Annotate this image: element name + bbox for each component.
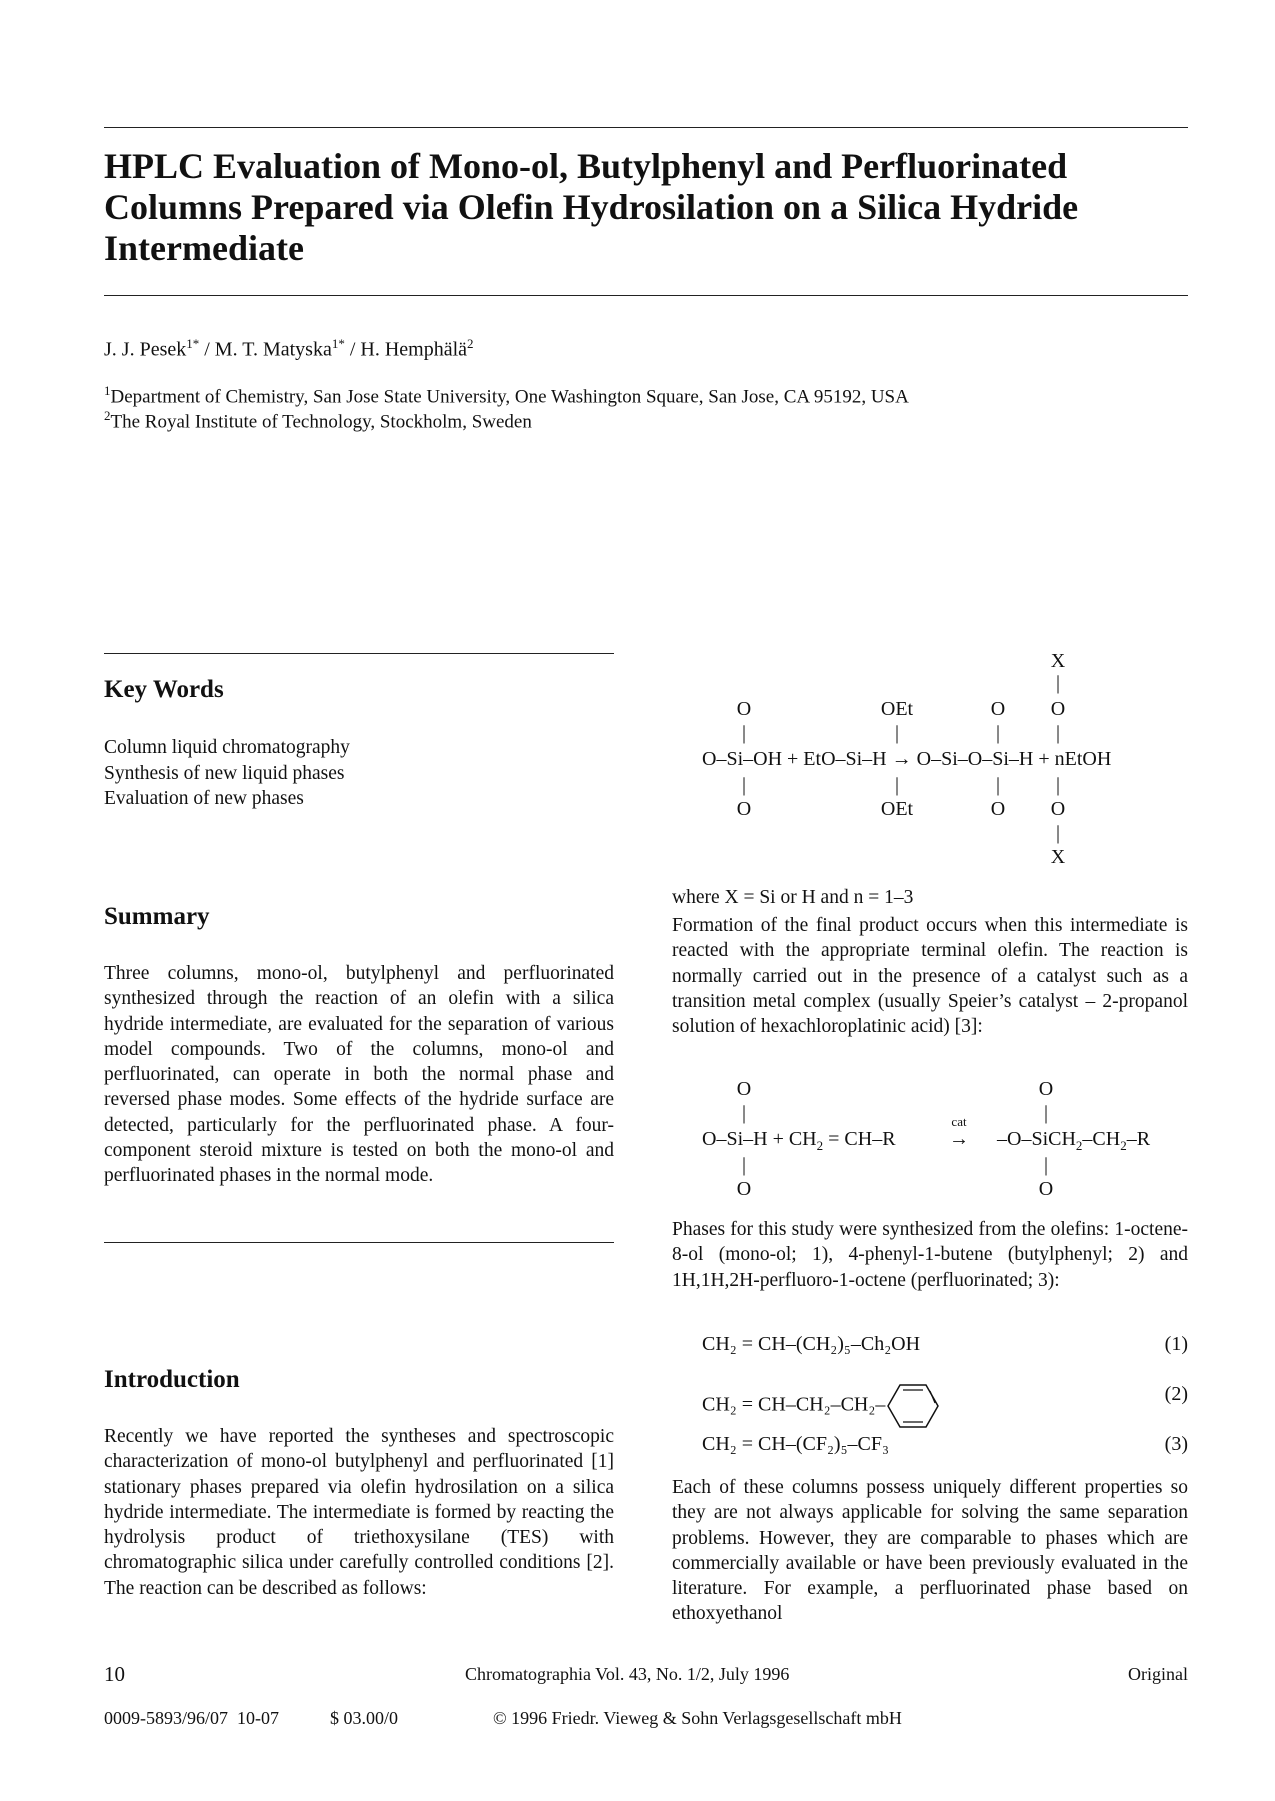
- o-label: O: [736, 1078, 752, 1100]
- formula-number: (2): [1164, 1383, 1188, 1405]
- reaction-scheme-1: [672, 650, 1188, 875]
- title-rule: [104, 295, 1188, 296]
- reactants: [702, 748, 1111, 771]
- aff-text: The Royal Institute of Technology, Stockholm, Sweden: [110, 411, 532, 433]
- copyright: © 1996 Friedr. Vieweg & Sohn Verlagsgesellschaft mbH: [493, 1708, 902, 1728]
- keyword: Evaluation of new phases: [104, 788, 304, 809]
- top-rule: [104, 127, 1188, 128]
- product-text: –CH: [1082, 1128, 1121, 1150]
- introduction-text: Recently we have reported the syntheses and spectroscopic characterization of mono-ol butylphenyl and perfluorinated [1] stationary phases prepared via olefin hydrosilation on a silica hydride intermediate. The intermediate is formed by reacting the hydrolysis product of triethoxysilane (TES) with chromatographic silica under carefully controlled conditions [2]. The reaction can be described as follows:: [104, 1426, 614, 1599]
- author-mark: 1*: [331, 336, 345, 351]
- o-label: O: [1038, 1078, 1054, 1100]
- affiliation: [104, 403, 532, 434]
- reactant-text: O–Si–H + CH: [702, 1128, 817, 1150]
- product: [997, 1128, 1150, 1154]
- bond: |: [1055, 722, 1061, 744]
- benzene-ring-icon: [886, 1383, 940, 1429]
- reaction-scheme-2: O O | | cat $O-Si-H + CH_2 = CH-R$ → $-O-SiCH_2-CH_2-R$ | | O O: [702, 1078, 1151, 1200]
- formula-number: (3): [1164, 1433, 1188, 1455]
- author: H. Hemphälä: [360, 338, 468, 361]
- o-label: O: [990, 798, 1006, 820]
- bond: |: [894, 774, 900, 796]
- o-label: O: [736, 798, 752, 820]
- o-label: O: [736, 698, 752, 720]
- bond: |: [894, 722, 900, 744]
- author-mark: 2: [467, 336, 474, 351]
- o-label: O: [1050, 698, 1066, 720]
- bond: |: [995, 774, 1001, 796]
- paragraph: Phases for this study were synthesized from the olefins: 1-octene-8-ol (mono-ol; 1), 4-phenyl-1-butene (butylphenyl; 2) and 1H,1H,2H-perfluoro-1-octene (perfluorinated; 3):: [672, 1219, 1188, 1291]
- bond: |: [1055, 822, 1061, 844]
- bond: |: [995, 722, 1001, 744]
- page-number: 10: [104, 1662, 125, 1686]
- keywords-list: [104, 735, 614, 812]
- keywords-heading: Key Words: [104, 676, 224, 703]
- authors: J. J. Pesek$^{1*}$ / M. T. Matyska$^{1*}$ / H. Hemphälä$^2$: [104, 336, 474, 361]
- subscript: 2: [1075, 1138, 1083, 1153]
- author: M. T. Matyska: [214, 338, 332, 361]
- olefin-formulas: [672, 1333, 1188, 1463]
- oet-label: OEt: [880, 698, 914, 720]
- catalyst-label: cat: [951, 1114, 967, 1129]
- summary-rule: [104, 1242, 614, 1243]
- o-label: O: [1038, 1178, 1054, 1200]
- product-text: –O–SiCH: [997, 1128, 1076, 1150]
- product-text: –R: [1126, 1128, 1151, 1150]
- bond: |: [741, 774, 747, 796]
- bond: |: [1055, 672, 1061, 694]
- paper-title: HPLC Evaluation of Mono-ol, Butylphenyl and Perfluorinated Columns Prepared via Olefin Hydrosilation on a Silica Hydride Intermediate: [104, 146, 1079, 268]
- formula-1: CH₂ = CH–(CH₂)₅–Ch₂OH: [702, 1333, 921, 1355]
- summary-text: Three columns, mono-ol, butylphenyl and perfluorinated synthesized through the reaction of an olefin with a silica hydride intermediate, are evaluated for the separation of various model compounds. Two of the columns, mono-ol and perfluorinated, can operate in both the normal phase and reversed phase modes. Some effects of the hydride surface are detected, particularly for the perfluorinated phase. A four-component steroid mixture is tested on both the mono-ol and perfluorinated phases in the normal mode.: [104, 963, 614, 1187]
- journal-info: Chromatographia Vol. 43, No. 1/2, July 1996: [465, 1664, 790, 1684]
- arrow: →: [891, 748, 912, 770]
- where-text: where X = Si or H and n = 1–3: [672, 887, 914, 908]
- price: $ 03.00/0: [330, 1708, 399, 1728]
- introduction-heading: Introduction: [104, 1366, 240, 1393]
- o-label: O: [990, 698, 1006, 720]
- formula-3: CH₂ = CH–(CF₂)₅–CF₃: [702, 1433, 889, 1455]
- arrow: →: [949, 1128, 969, 1150]
- aff-mark: 1: [104, 383, 111, 398]
- author: J. J. Pesek: [104, 338, 187, 361]
- x-label: X: [1050, 846, 1066, 868]
- oet-label: OEt: [880, 798, 914, 820]
- bond: |: [1055, 774, 1061, 796]
- keywords-rule: [104, 653, 614, 654]
- product-text: O–Si–O–Si–H + nEtOH: [916, 748, 1112, 770]
- article-type: Original: [1128, 1664, 1188, 1684]
- paragraph: Each of these columns possess uniquely different properties so they are not always applicable for solving the same separation problems. However, they are comparable to phases which are commercially available or have been previously evaluated in the literature. For example, a perfluorinated phase based on ethoxyethanol: [672, 1477, 1188, 1625]
- author-mark: 1*: [186, 336, 200, 351]
- formula-text: CH₂ = CH–CH₂–CH₂–: [702, 1393, 886, 1416]
- keyword: Synthesis of new liquid phases: [104, 762, 345, 784]
- formula-2: [702, 1383, 940, 1429]
- article-code: 0009-5893/96/07 10-07: [104, 1708, 279, 1728]
- subscript: 2: [1120, 1138, 1127, 1153]
- formula-number: (1): [1164, 1333, 1188, 1355]
- paragraph: Formation of the final product occurs when this intermediate is reacted with the appropriate terminal olefin. The reaction is normally carried out in the presence of a catalyst such as a transition metal complex (usually Speier’s catalyst – 2-propanol solution of hexachloroplatinic acid) [3]:: [672, 915, 1188, 1038]
- x-label: X: [1050, 650, 1066, 672]
- aff-mark: 2: [104, 408, 111, 423]
- o-label: O: [736, 1178, 752, 1200]
- reactants: [702, 1128, 896, 1154]
- o-label: O: [1050, 798, 1066, 820]
- aff-text: Department of Chemistry, San Jose State University, One Washington Square, San Jose, CA 95192, USA: [110, 386, 909, 408]
- subscript: 2: [816, 1138, 824, 1153]
- bond: |: [741, 722, 747, 744]
- keyword: Column liquid chromatography: [104, 737, 350, 758]
- reactant-text: O–Si–OH + EtO–Si–H: [702, 748, 887, 770]
- reactant-text: = CH–R: [823, 1128, 896, 1150]
- summary-heading: Summary: [104, 903, 210, 930]
